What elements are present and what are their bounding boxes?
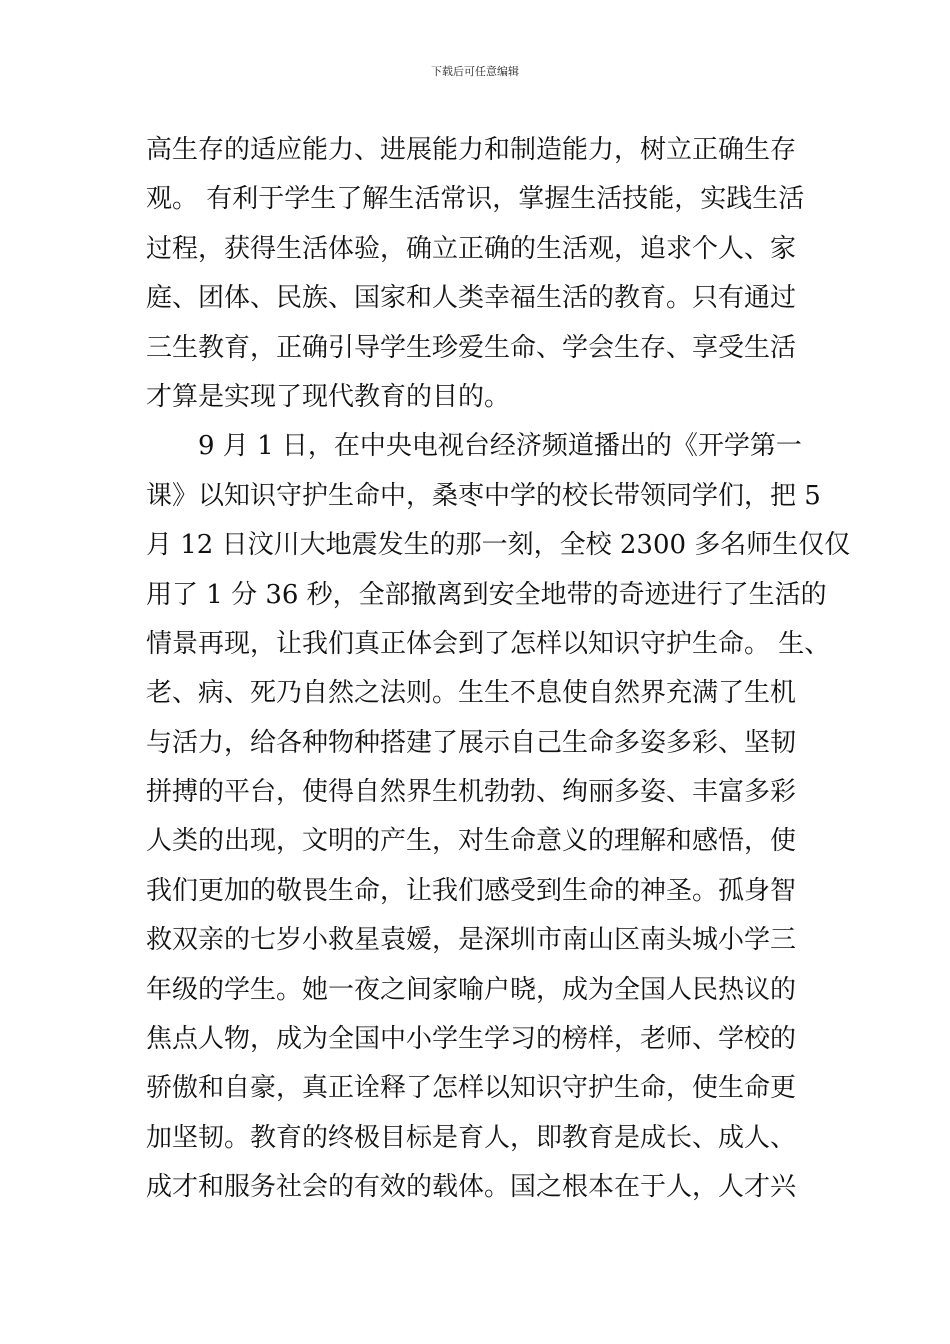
- text-line: 才算是实现了现代教育的目的。: [146, 381, 511, 412]
- text-line: 我们更加的敬畏生命，让我们感受到生命的神圣。孤身智: [146, 875, 797, 906]
- text-line: 人类的出现，文明的产生，对生命意义的理解和感悟，使: [146, 826, 797, 857]
- text-line: 拼搏的平台，使得自然界生机勃勃、绚丽多姿、丰富多彩: [146, 777, 797, 808]
- page-header: 下载后可任意编辑: [431, 65, 519, 78]
- text-line: 三生教育，正确引导学生珍爱生命、学会生存、享受生活: [146, 332, 797, 363]
- text-line: 年级的学生。她一夜之间家喻户晓，成为全国人民热议的: [146, 974, 797, 1005]
- text-line: 加坚韧。教育的终极目标是育人，即教育是成长、成人、: [146, 1122, 797, 1153]
- text-line: 课》以知识守护生命中，桑枣中学的校长带领同学们，把 5: [146, 480, 821, 511]
- text-line: 焦点人物，成为全国中小学生学习的榜样，老师、学校的: [146, 1024, 797, 1055]
- text-line: 情景再现，让我们真正体会到了怎样以知识守护生命。 生、: [146, 628, 831, 659]
- body-text: [146, 126, 851, 1213]
- text-line: 骄傲和自豪，真正诠释了怎样以知识守护生命，使生命更: [146, 1073, 797, 1104]
- text-line: 庭、团体、民族、国家和人类幸福生活的教育。只有通过: [146, 283, 797, 314]
- text-line: 用了 1 分 36 秒，全部撤离到安全地带的奇迹进行了生活的: [146, 579, 827, 610]
- text-line: 高生存的适应能力、进展能力和制造能力，树立正确生存: [146, 135, 797, 165]
- text-line: 成才和服务社会的有效的载体。国之根本在于人，人才兴: [146, 1172, 797, 1203]
- text-line: 月 12 日汶川大地震发生的那一刻，全校 2300 多名师生仅仅: [146, 530, 851, 561]
- text-line: 救双亲的七岁小救星袁嫒，是深圳市南山区南头城小学三: [146, 925, 797, 956]
- text-line: 观。 有利于学生了解生活常识，掌握生活技能，实践生活: [146, 184, 805, 215]
- text-line: 与活力，给各种物种搭建了展示自己生命多姿多彩、坚韧: [146, 727, 797, 758]
- text-line: 老、病、死乃自然之法则。生生不息使自然界充满了生机: [146, 678, 797, 709]
- text-line: 过程，获得生活体验，确立正确的生活观，追求个人、家: [146, 233, 797, 264]
- paragraph-start-line: 9 月 1 日，在中央电视台经济频道播出的《开学第一: [198, 431, 802, 462]
